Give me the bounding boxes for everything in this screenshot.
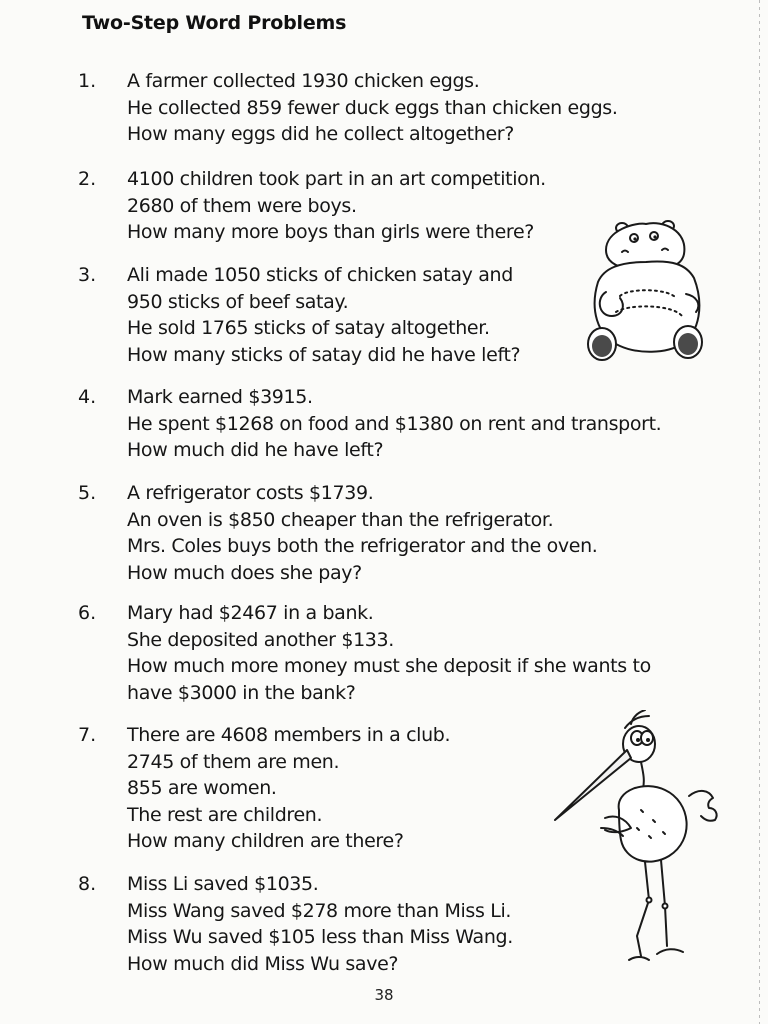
problem-number: 3. [78,264,97,286]
problem-line: How many eggs did he collect altogether? [127,123,515,145]
problem-line: The rest are children. [127,803,323,826]
problem-line: Mary had $2467 in a bank. [127,602,374,624]
page-number: 38 [374,986,394,1004]
problem-line: 4100 children took part in an art competition. [127,168,546,190]
problem-line: How many children are there? [127,830,404,852]
problem-line: have $3000 in the bank? [127,681,356,704]
problem-line: Mrs. Coles buys both the refrigerator and the oven. [127,535,598,557]
problem-line: There are 4608 members in a club. [127,724,451,746]
bird-illustration [545,710,725,968]
problem-number: 4. [78,386,97,408]
problem-line: 950 sticks of beef satay. [127,290,349,313]
problem-line: How many more boys than girls were there? [127,221,535,243]
problem-line: How many sticks of satay did he have left? [127,343,521,366]
problem-line: He spent $1268 on food and $1380 on rent and transport. [127,412,662,435]
problem-number: 7. [78,724,97,746]
page-title: Two-Step Word Problems [82,12,347,34]
problem-text [127,722,450,855]
problem-number: 1. [78,70,97,92]
problem-line: She deposited another $133. [127,628,394,651]
problem-line: 2680 of them were boys. [127,194,357,217]
problem-line: An oven is $850 cheaper than the refrigerator. [127,508,554,531]
problem-line: Ali made 1050 sticks of chicken satay and [127,264,513,286]
hippo-illustration [576,212,716,370]
problem-line: How much did Miss Wu save? [127,952,399,975]
problem-text [127,166,546,246]
problem-line: How much did he have left? [127,439,384,461]
problem-number: 6. [78,602,97,624]
problem-text [127,68,618,148]
problem-line: A farmer collected 1930 chicken eggs. [127,70,480,92]
problem-line: 2745 of them are men. [127,750,340,773]
problem-line: A refrigerator costs $1739. [127,482,374,504]
problem-text [127,480,598,586]
problem-line: Mark earned $3915. [127,386,313,408]
page-edge [759,0,760,1024]
problem-line: Miss Li saved $1035. [127,873,319,895]
problem-number: 2. [78,168,97,190]
problem-line: Miss Wu saved $105 less than Miss Wang. [127,926,513,948]
problem-line: How much more money must she deposit if she wants to [127,655,651,677]
problem-text [127,600,651,706]
problem-number: 5. [78,482,97,504]
problem-number: 8. [78,873,97,895]
problem-text [127,384,661,464]
problem-text [127,262,520,368]
problem-text [127,871,513,977]
problem-line: He collected 859 fewer duck eggs than chicken eggs. [127,96,618,119]
problem-line: He sold 1765 sticks of satay altogether. [127,317,490,339]
problem-line: 855 are women. [127,777,277,799]
problem-line: How much does she pay? [127,561,362,584]
problem-line: Miss Wang saved $278 more than Miss Li. [127,899,512,922]
